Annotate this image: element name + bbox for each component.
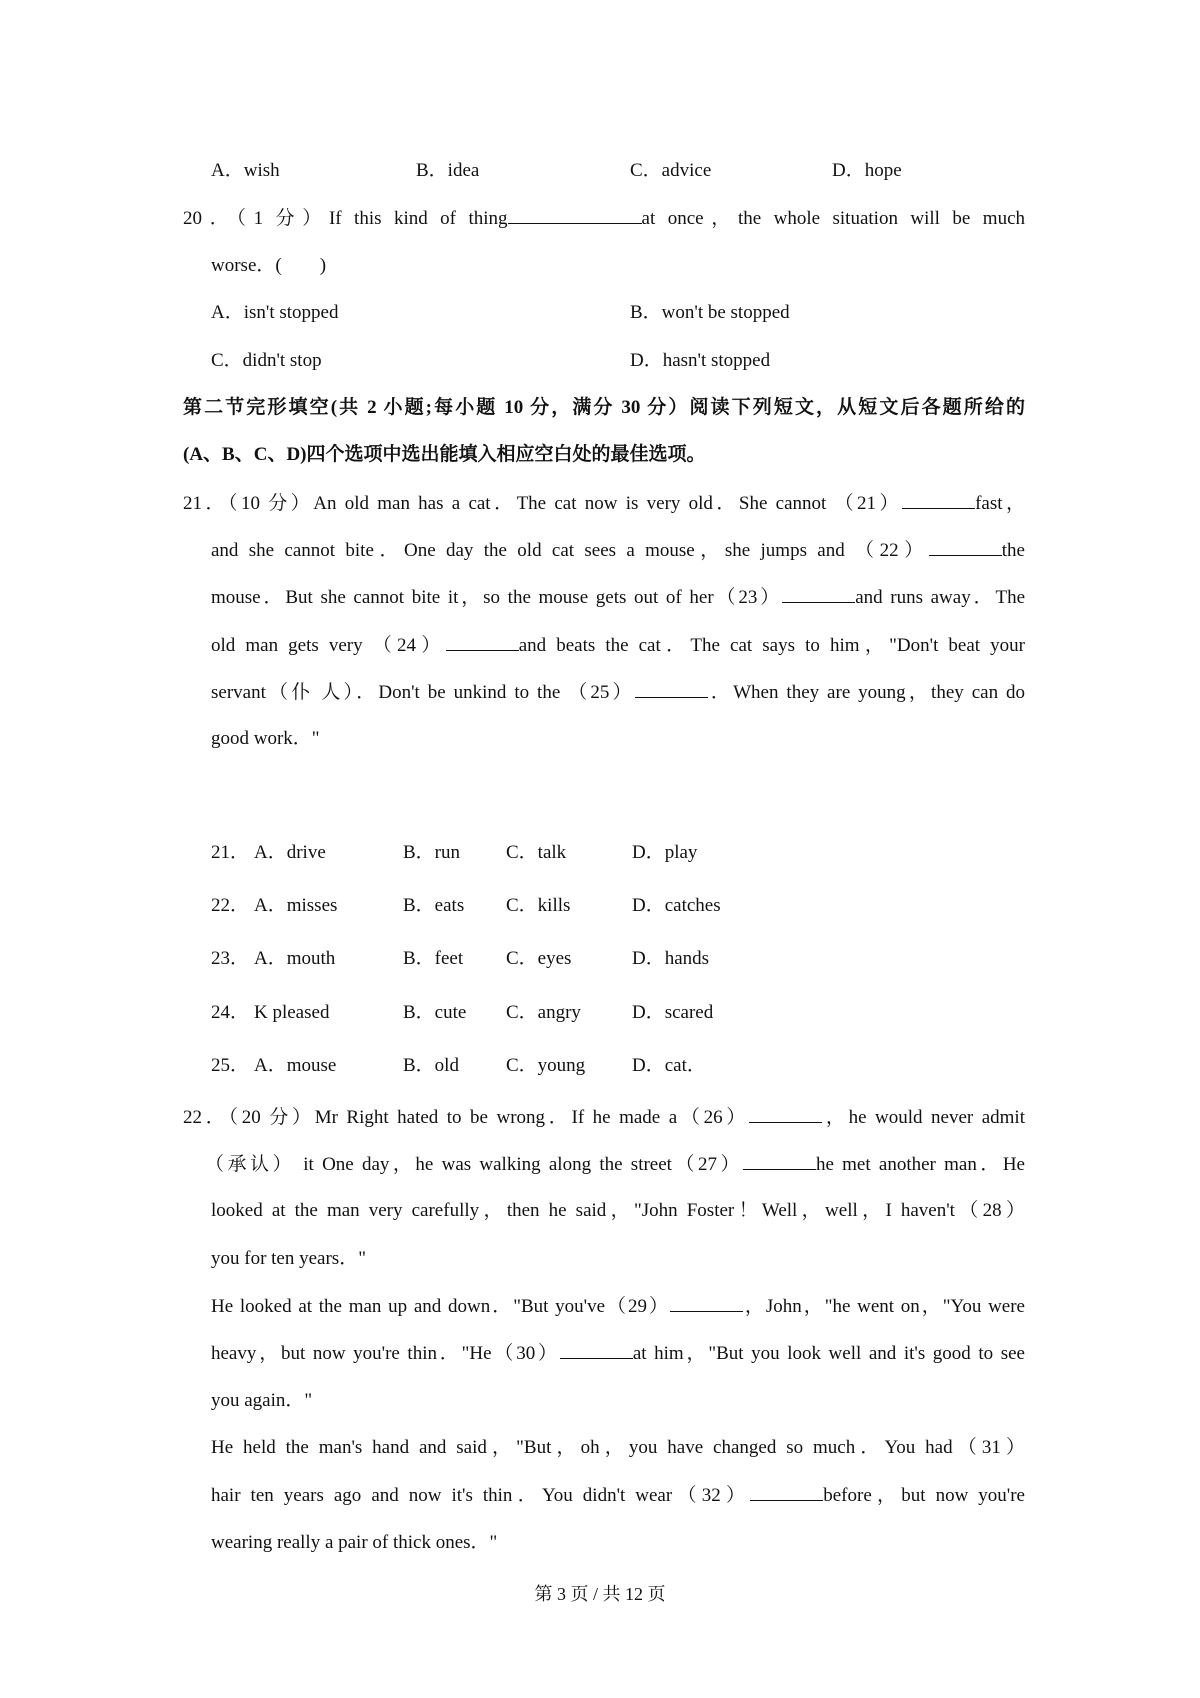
q21-passage-line: good work．" bbox=[211, 728, 320, 749]
q21-text: the bbox=[1001, 540, 1025, 561]
option-a: A．misses bbox=[254, 895, 338, 916]
q21-text: fast， bbox=[975, 493, 1025, 514]
q22-text: heavy，but now you're thin．"He（30） bbox=[211, 1343, 560, 1364]
q22-text: ，he would never admit bbox=[822, 1107, 1025, 1128]
q20-stem-line2: worse．( ) bbox=[211, 255, 327, 276]
q22-passage-line bbox=[211, 1482, 1025, 1509]
q22-text: at him，"But you look well and it's good to see bbox=[632, 1343, 1025, 1364]
option-d: D．play bbox=[632, 842, 698, 863]
answer-blank bbox=[750, 1482, 823, 1501]
q22-text: hair ten years ago and now it's thin．You didn't wear（32） bbox=[211, 1485, 751, 1506]
q22-passage-line bbox=[211, 1340, 1025, 1367]
q20-option-c: C．didn't stop bbox=[211, 350, 322, 371]
q19-option-b: B．idea bbox=[416, 160, 480, 181]
answer-blank bbox=[446, 632, 519, 651]
q22-text: （承认） it One day，he was walking along the street（27） bbox=[205, 1154, 743, 1175]
section-heading-line1: 第二节完形填空(共 2 小题;每小题 10 分，满分 30 分）阅读下列短文，从短文后各题所给的 bbox=[183, 397, 1025, 418]
q22-passage-line bbox=[205, 1151, 1025, 1178]
option-a: K pleased bbox=[254, 1002, 330, 1023]
q22-text: before，but now you're bbox=[823, 1485, 1025, 1506]
q22-text: he met another man．He bbox=[815, 1154, 1025, 1175]
option-a: A．drive bbox=[254, 842, 326, 863]
answer-blank bbox=[749, 1104, 822, 1123]
section-heading-line2: (A、B、C、D)四个选项中选出能填入相应空白处的最佳选项。 bbox=[183, 444, 706, 465]
option-b: B．old bbox=[403, 1055, 459, 1076]
option-b: B．feet bbox=[403, 948, 464, 969]
option-c: C．kills bbox=[506, 895, 571, 916]
option-d: D．cat． bbox=[632, 1055, 706, 1076]
q20-option-a: A．isn't stopped bbox=[211, 302, 339, 323]
q20-stem-lead: 20．（1 分）If this kind of thing bbox=[183, 208, 508, 229]
q22-passage-line: you for ten years．" bbox=[211, 1248, 366, 1269]
q22-passage-line bbox=[183, 1104, 1025, 1131]
q22-passage-line: wearing really a pair of thick ones．" bbox=[211, 1532, 498, 1553]
option-d: D．catches bbox=[632, 895, 721, 916]
q21-passage-line bbox=[211, 537, 1025, 564]
q19-option-a: A．wish bbox=[211, 160, 280, 181]
q20-option-b: B．won't be stopped bbox=[630, 302, 790, 323]
q19-option-d: D．hope bbox=[832, 160, 902, 181]
q21-text: servant（仆 人）．Don't be unkind to the （25） bbox=[211, 682, 635, 703]
q20-option-d: D．hasn't stopped bbox=[630, 350, 771, 371]
q21-text: mouse．But she cannot bite it，so the mouse gets out of her（23） bbox=[211, 587, 783, 608]
q21-passage-line bbox=[211, 584, 1025, 611]
q21-text: old man gets very （24） bbox=[211, 635, 446, 656]
page-number-footer: 第 3 页 / 共 12 页 bbox=[534, 1584, 666, 1604]
q22-passage-line: He held the man's hand and said，"But，oh，you have changed so much．You had（31） bbox=[211, 1437, 1025, 1458]
option-b: B．run bbox=[403, 842, 461, 863]
answer-blank bbox=[508, 205, 642, 224]
q22-passage-line: looked at the man very carefully，then he said，"John Foster！Well，well，I haven't（28） bbox=[211, 1200, 1025, 1221]
answer-blank bbox=[743, 1151, 816, 1170]
option-c: C．talk bbox=[506, 842, 567, 863]
option-d: D．scared bbox=[632, 1002, 714, 1023]
option-b: B．cute bbox=[403, 1002, 467, 1023]
q21-text: and runs away．The bbox=[855, 587, 1026, 608]
option-a: A．mouth bbox=[254, 948, 336, 969]
q21-passage-line bbox=[211, 679, 1025, 706]
q21-passage-line bbox=[183, 490, 1025, 517]
answer-blank bbox=[782, 584, 855, 603]
q22-passage-line bbox=[211, 1293, 1025, 1320]
q21-text: and she cannot bite．One day the old cat sees a mouse，she jumps and （22） bbox=[211, 540, 929, 561]
q20-stem bbox=[183, 205, 1025, 232]
q21-text: 21．（10 分）An old man has a cat．The cat now is very old．She cannot （21） bbox=[183, 493, 903, 514]
option-number: 23． bbox=[211, 948, 250, 969]
answer-blank bbox=[560, 1340, 633, 1359]
q22-text: He looked at the man up and down．"But you've（29） bbox=[211, 1296, 670, 1317]
q21-text: ．When they are young，they can do bbox=[707, 682, 1025, 703]
option-number: 25． bbox=[211, 1055, 250, 1076]
q20-stem-tail: at once，the whole situation will be much bbox=[641, 208, 1025, 229]
option-c: C．eyes bbox=[506, 948, 572, 969]
option-number: 22． bbox=[211, 895, 250, 916]
answer-blank bbox=[670, 1293, 743, 1312]
answer-blank bbox=[635, 679, 708, 698]
option-c: C．young bbox=[506, 1055, 586, 1076]
q21-text: and beats the cat．The cat says to him，"Don't beat your bbox=[518, 635, 1025, 656]
option-number: 24． bbox=[211, 1002, 250, 1023]
answer-blank bbox=[902, 490, 975, 509]
option-c: C．angry bbox=[506, 1002, 581, 1023]
option-a: A．mouse bbox=[254, 1055, 337, 1076]
option-d: D．hands bbox=[632, 948, 710, 969]
option-b: B．eats bbox=[403, 895, 465, 916]
q22-text: ，John，"he went on，"You were bbox=[742, 1296, 1025, 1317]
q22-passage-line: you again．" bbox=[211, 1390, 313, 1411]
answer-blank bbox=[929, 537, 1002, 556]
q22-text: 22．（20 分）Mr Right hated to be wrong．If he made a（26） bbox=[183, 1107, 750, 1128]
q19-option-c: C．advice bbox=[630, 160, 712, 181]
q21-passage-line bbox=[211, 632, 1025, 659]
option-number: 21． bbox=[211, 842, 250, 863]
